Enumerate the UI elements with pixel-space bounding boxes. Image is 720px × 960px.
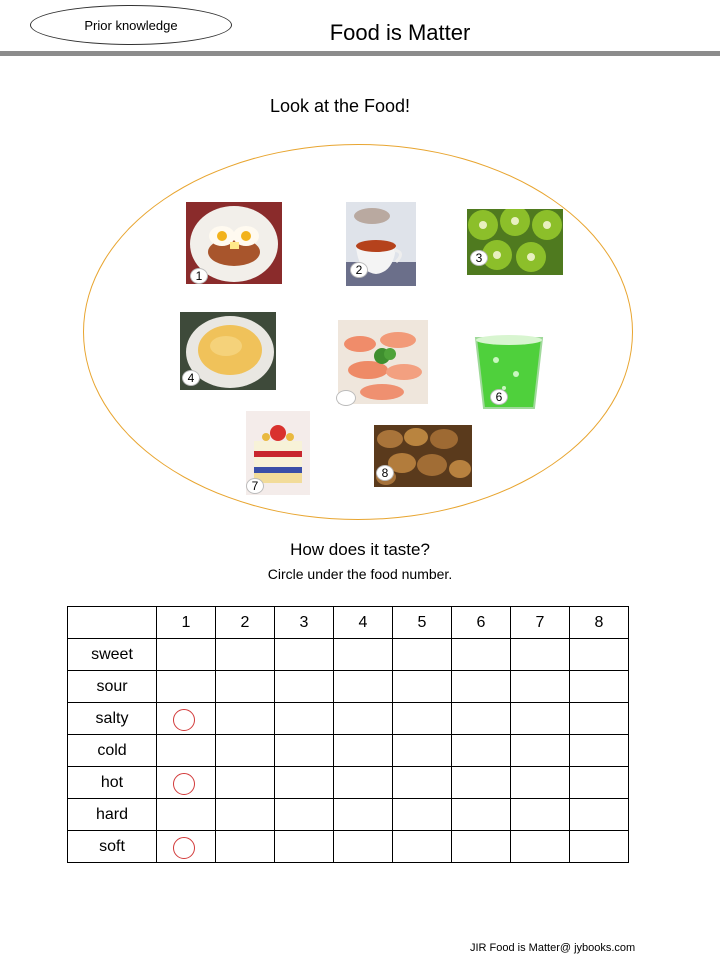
table-row: [68, 671, 629, 703]
answer-cell[interactable]: [452, 831, 511, 863]
badge-label: Prior knowledge: [84, 17, 178, 33]
answer-cell[interactable]: [275, 703, 334, 735]
food-number-5: [336, 390, 356, 406]
answer-cell[interactable]: [570, 735, 629, 767]
answer-cell[interactable]: [216, 799, 275, 831]
footer-credit: JIR Food is Matter@ jybooks.com: [470, 942, 636, 954]
answer-cell[interactable]: [275, 671, 334, 703]
taste-label: hard: [68, 799, 157, 831]
answer-cell[interactable]: [216, 767, 275, 799]
answer-cell[interactable]: [570, 767, 629, 799]
taste-label: sweet: [68, 639, 157, 671]
table-row: [68, 735, 629, 767]
answer-cell[interactable]: [157, 671, 216, 703]
question-instruction: Circle under the food number.: [267, 566, 453, 582]
answer-cell[interactable]: [393, 799, 452, 831]
column-header: 3: [275, 607, 334, 639]
answer-cell[interactable]: [452, 735, 511, 767]
answer-cell[interactable]: [393, 831, 452, 863]
answer-circle-mark: [173, 837, 195, 859]
question-title: How does it taste?: [290, 540, 430, 559]
answer-cell[interactable]: [275, 831, 334, 863]
food-number-8: 8: [376, 465, 394, 481]
answer-cell[interactable]: [334, 639, 393, 671]
food-photo-6: [466, 330, 554, 412]
answer-cell[interactable]: [334, 703, 393, 735]
table-row: [68, 639, 629, 671]
answer-cell[interactable]: [511, 767, 570, 799]
answer-circle-mark: [173, 709, 195, 731]
answer-cell[interactable]: [570, 639, 629, 671]
header-divider: [0, 51, 720, 56]
answer-cell[interactable]: [334, 767, 393, 799]
answer-cell[interactable]: [393, 639, 452, 671]
taste-label: salty: [68, 703, 157, 735]
taste-label: sour: [68, 671, 157, 703]
page-title: Food is Matter: [329, 20, 471, 45]
section-title: Look at the Food!: [269, 96, 411, 116]
column-header: 8: [570, 607, 629, 639]
table-row: [68, 703, 629, 735]
answer-cell[interactable]: [275, 735, 334, 767]
answer-cell[interactable]: [393, 703, 452, 735]
answer-cell[interactable]: [275, 639, 334, 671]
taste-label: cold: [68, 735, 157, 767]
column-header: 1: [157, 607, 216, 639]
column-header: 2: [216, 607, 275, 639]
answer-cell[interactable]: [216, 831, 275, 863]
table-header-row: [68, 607, 629, 639]
answer-cell[interactable]: [452, 703, 511, 735]
answer-cell[interactable]: [157, 799, 216, 831]
answer-cell[interactable]: [511, 735, 570, 767]
answer-cell[interactable]: [334, 735, 393, 767]
answer-cell[interactable]: [452, 767, 511, 799]
table-row: [68, 767, 629, 799]
answer-cell[interactable]: [275, 767, 334, 799]
food-number-2: 2: [350, 262, 368, 278]
answer-cell[interactable]: [334, 799, 393, 831]
column-header: 5: [393, 607, 452, 639]
answer-cell[interactable]: [570, 831, 629, 863]
taste-label: soft: [68, 831, 157, 863]
food-number-4: 4: [182, 370, 200, 386]
taste-label: hot: [68, 767, 157, 799]
answer-cell[interactable]: [216, 671, 275, 703]
food-number-1: 1: [190, 268, 208, 284]
answer-cell[interactable]: [452, 639, 511, 671]
answer-cell[interactable]: [452, 799, 511, 831]
table-row: [68, 831, 629, 863]
answer-cell[interactable]: [157, 831, 216, 863]
answer-cell[interactable]: [157, 735, 216, 767]
answer-cell[interactable]: [216, 703, 275, 735]
header-corner: [68, 607, 157, 639]
answer-cell[interactable]: [570, 703, 629, 735]
answer-cell[interactable]: [157, 703, 216, 735]
answer-cell[interactable]: [216, 639, 275, 671]
column-header: 7: [511, 607, 570, 639]
answer-cell[interactable]: [511, 671, 570, 703]
answer-cell[interactable]: [570, 799, 629, 831]
answer-cell[interactable]: [393, 735, 452, 767]
column-header: 6: [452, 607, 511, 639]
answer-cell[interactable]: [216, 735, 275, 767]
column-header: 4: [334, 607, 393, 639]
answer-cell[interactable]: [334, 831, 393, 863]
answer-cell[interactable]: [511, 831, 570, 863]
answer-cell[interactable]: [511, 703, 570, 735]
answer-cell[interactable]: [511, 639, 570, 671]
answer-cell[interactable]: [157, 767, 216, 799]
answer-cell[interactable]: [393, 671, 452, 703]
answer-circle-mark: [173, 773, 195, 795]
soda-image: [466, 330, 554, 412]
answer-cell[interactable]: [275, 799, 334, 831]
table-row: [68, 799, 629, 831]
food-number-3: 3: [470, 250, 488, 266]
food-number-6: 6: [490, 389, 508, 405]
answer-cell[interactable]: [570, 671, 629, 703]
taste-table: [67, 606, 629, 863]
answer-cell[interactable]: [452, 671, 511, 703]
prior-knowledge-badge: [30, 5, 232, 45]
answer-cell[interactable]: [511, 799, 570, 831]
food-number-7: 7: [246, 478, 264, 494]
answer-cell[interactable]: [393, 767, 452, 799]
answer-cell[interactable]: [157, 639, 216, 671]
answer-cell[interactable]: [334, 671, 393, 703]
